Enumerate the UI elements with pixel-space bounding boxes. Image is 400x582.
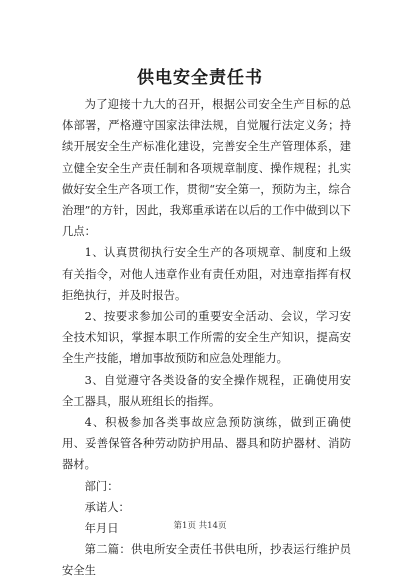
intro-paragraph: 为了迎接十九大的召开，根据公司安全生产目标的总体部署，严格遵守国家法律法规，自觉履行法定义务；持续开展安全生产标准化建设，完善安全生产管理体系，建立健全安全生产责任制和各项规章制度、操作规程；扎实做好安全生产各项工作，贯彻“安全第一，预防为主，综合治理”的方针，因此，我郑重承诺在以后的工作中做到以下几点： (62, 98, 351, 239)
commitment-item-4: 4、积极参加各类事故应急预防演练，做到正确使用、妥善保管各种劳动防护用品、器具和防护器材、消防器材。 (62, 416, 351, 472)
second-article-heading: 第二篇：供电所安全责任书供电所，抄表运行维护员安全生 (62, 543, 351, 578)
signatory-label: 承诺人： (84, 500, 130, 514)
document-title: 供电安全责任书 (137, 68, 263, 88)
commitment-item-3: 3、自觉遵守各类设备的安全操作规程，正确使用安全工器具，服从班组长的指挥。 (62, 373, 351, 408)
document-body (62, 94, 351, 582)
page-footer: 第1页 共14页 (173, 521, 227, 531)
commitment-item-1: 1、认真贯彻执行安全生产的各项规章、制度和上级有关指令，对他人违章作业有责任劝阻，对违章指挥有权拒绝执行，并及时报告。 (62, 246, 351, 302)
commitment-item-2: 2、按要求参加公司的重要安全活动、会议，学习安全技术知识，掌握本职工作所需的安全生产知识，提高安全生产技能，增加事故预防和应急处理能力。 (62, 310, 351, 366)
date-label: 年月日 (84, 522, 119, 536)
department-label: 部门： (84, 479, 119, 493)
